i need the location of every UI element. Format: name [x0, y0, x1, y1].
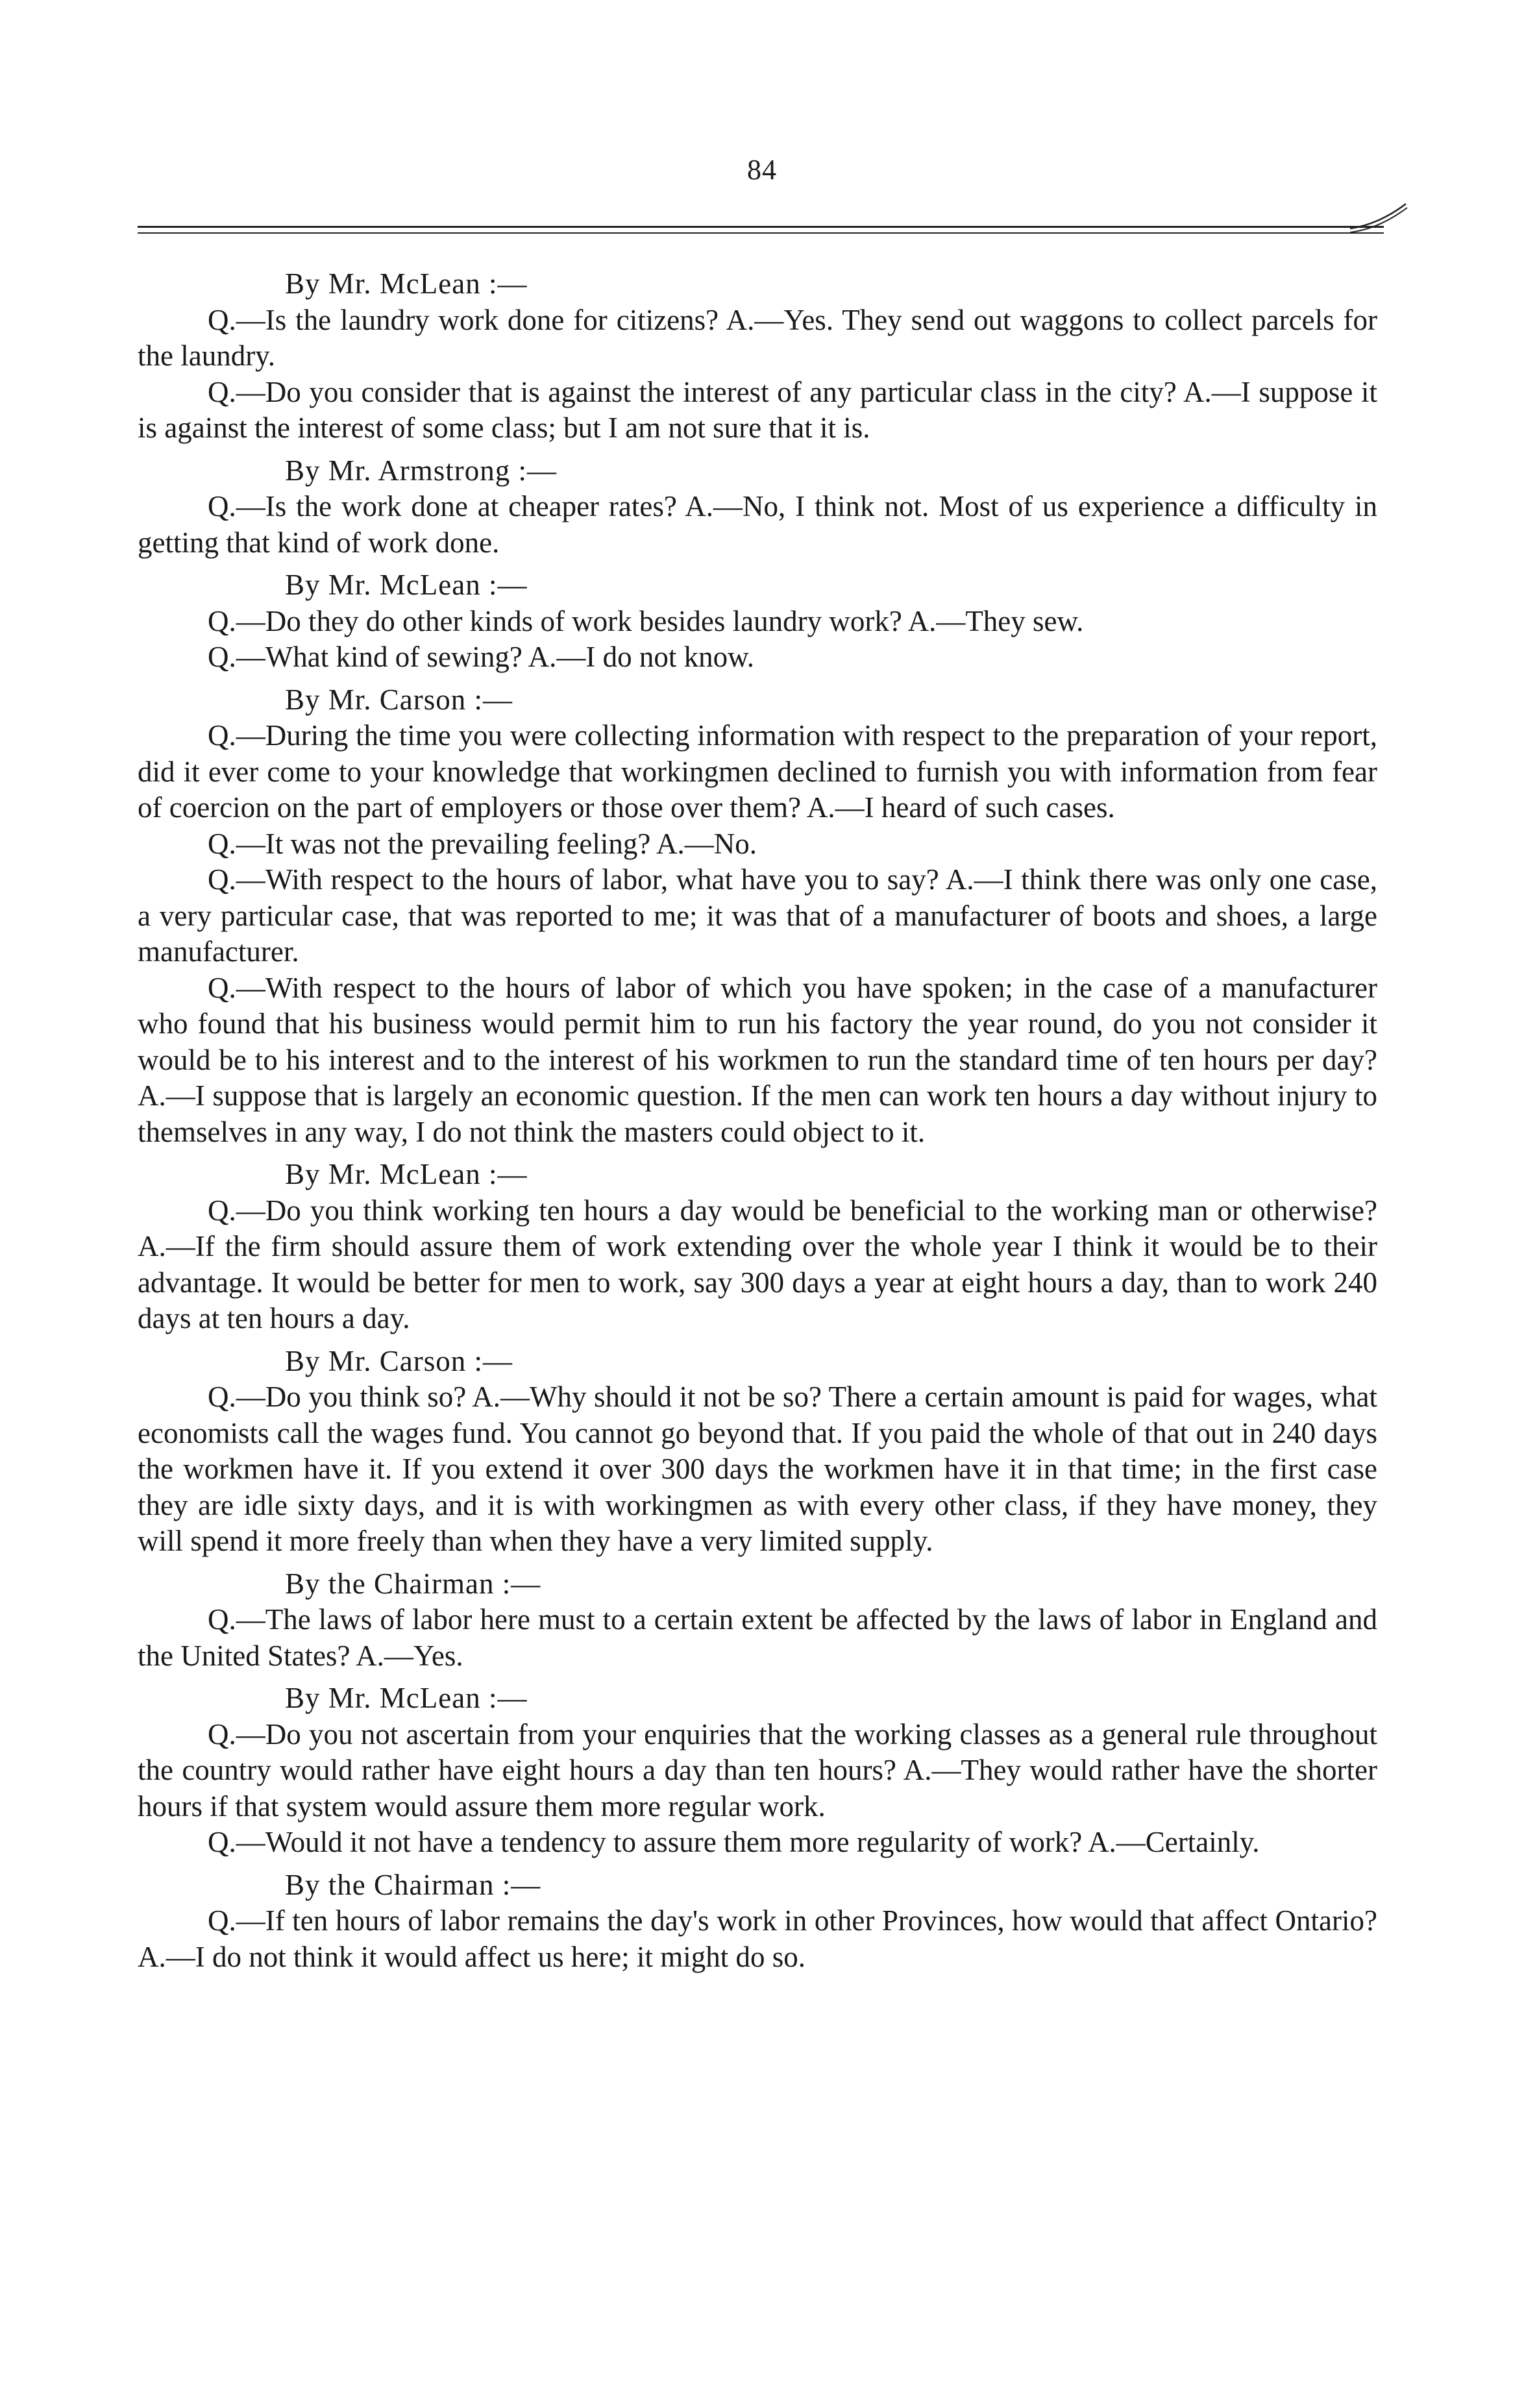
testimony-text [138, 266, 1377, 1975]
question-answer: Q.—What kind of sewing? A.—I do not know. [208, 641, 754, 673]
speaker-heading: By Mr. Carson :— [285, 683, 513, 716]
question-answer: Q.—Do you consider that is against the interest of any particular class in the city? A.—I suppose it is against the interest of some class; but I am not sure that it is. [138, 375, 1377, 444]
question-answer: Q.—If ten hours of labor remains the day's work in other Provinces, how would that affect Ontario? A.—I do not think it would affect us here; it might do so. [138, 1904, 1377, 1973]
question-answer: Q.—Is the work done at cheaper rates? A.—No, I think not. Most of us experience a difficulty in getting that kind of work done. [138, 490, 1377, 559]
page-number: 84 [747, 154, 777, 186]
speaker-heading: By Mr. McLean :— [285, 267, 528, 300]
speaker-heading: By the Chairman :— [285, 1567, 541, 1600]
question-answer: Q.—Do you think working ten hours a day would be beneficial to the working man or otherwise? A.—If the firm should assure them of work extending over the whole year I think it would be to their advantage. It would be better for men to work, say 300 days a year at eight hours a day, than to work 240 days at ten hours a day. [138, 1194, 1377, 1334]
question-answer: Q.—With respect to the hours of labor of which you have spoken; in the case of a manufacturer who found that his business would permit him to run his factory the year round, do you not consider it would be to his interest and to the interest of his workmen to run the standard time of ten hours per day? A.—I suppose that is largely an economic question. If the men can work ten hours a day without injury to themselves in any way, I do not think the masters could object to it. [138, 971, 1377, 1148]
header-rule-flourish [1350, 200, 1408, 239]
speaker-heading: By Mr. Carson :— [285, 1344, 513, 1377]
question-answer: Q.—Do you think so? A.—Why should it not be so? There a certain amount is paid for wages, what economists call the wages fund. You cannot go beyond that. If you paid the whole of that out in 240 days the workmen have it. If you extend it over 300 days the workmen have it in that time; in the first case they are idle sixty days, and it is with workingmen as with every other class, if they have money, they will spend it more freely than when they have a very limited supply. [138, 1381, 1377, 1557]
question-answer: Q.—It was not the prevailing feeling? A.—No. [208, 827, 757, 860]
question-answer: Q.—Do you not ascertain from your enquiries that the working classes as a general rule throughout the country would rather have eight hours a day than ten hours? A.—They would rather have the shorter hours if that system would assure them more regular work. [138, 1717, 1377, 1823]
speaker-heading: By Mr. Armstrong :— [285, 454, 558, 487]
question-answer: Q.—Do they do other kinds of work besides laundry work? A.—They sew. [208, 604, 1084, 637]
header-rule-secondary [138, 232, 1384, 234]
speaker-heading: By Mr. McLean :— [285, 1682, 528, 1714]
question-answer: Q.—Would it not have a tendency to assure them more regularity of work? A.—Certainly. [208, 1826, 1260, 1858]
speaker-heading: By Mr. McLean :— [285, 569, 528, 601]
header-rule [138, 226, 1384, 228]
speaker-heading: By Mr. McLean :— [285, 1158, 528, 1190]
question-answer: Q.—The laws of labor here must to a certain extent be affected by the laws of labor in England and the United States? A.—Yes. [138, 1603, 1377, 1672]
question-answer: Q.—Is the laundry work done for citizens? A.—Yes. They send out waggons to collect parcels for the laundry. [138, 303, 1377, 372]
speaker-heading: By the Chairman :— [285, 1868, 541, 1901]
question-answer: Q.—During the time you were collecting information with respect to the preparation of your report, did it ever come to your knowledge that workingmen declined to furnish you with information from fear of coercion on the part of employers or those over them? A.—I heard of such cases. [138, 719, 1377, 824]
question-answer: Q.—With respect to the hours of labor, what have you to say? A.—I think there was only one case, a very particular case, that was reported to me; it was that of a manufacturer of boots and shoes, a large manufacturer. [138, 863, 1377, 968]
